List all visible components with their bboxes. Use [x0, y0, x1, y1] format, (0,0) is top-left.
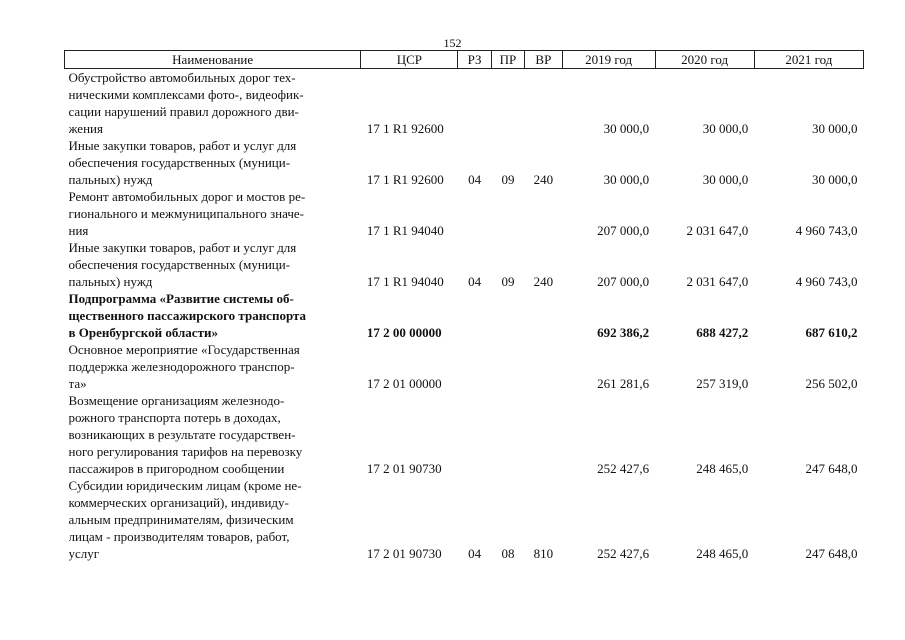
- row-name-line: поддержка железнодорожного транспор-: [68, 359, 295, 374]
- row-2021: 30 000,0: [812, 121, 858, 136]
- row-vr: 240: [533, 274, 554, 289]
- row-rz: [458, 69, 491, 138]
- table-row: [65, 188, 864, 239]
- row-pr: [491, 188, 524, 239]
- row-2019: 692 386,2: [597, 325, 650, 340]
- row-2020: 30 000,0: [702, 121, 749, 136]
- row-rz: 04: [468, 546, 482, 561]
- row-csr: 17 1 R1 94040: [366, 274, 444, 289]
- row-2021: 4 960 743,0: [795, 274, 858, 289]
- row-vr: 810: [533, 546, 554, 561]
- row-name: [65, 69, 361, 138]
- row-name-line: лицам - производителям товаров, работ,: [68, 529, 290, 544]
- table-row: [65, 137, 864, 188]
- row-name-line: обеспечения государственных (муници-: [68, 155, 291, 170]
- row-2019: 30 000,0: [603, 121, 650, 136]
- row-rz: [458, 341, 491, 392]
- row-name-line: услуг: [68, 546, 100, 561]
- row-rz: [458, 290, 491, 341]
- row-pr: [491, 290, 524, 341]
- page-number: 152: [443, 36, 462, 50]
- row-name-line: возникающих в результате государствен-: [68, 427, 296, 442]
- row-name-line: гионального и межмуниципального значе-: [68, 206, 304, 221]
- row-2020: 248 465,0: [696, 461, 749, 476]
- row-2021: 247 648,0: [805, 546, 858, 561]
- row-2019: 207 000,0: [597, 274, 650, 289]
- row-name-line: пальных) нужд: [68, 172, 153, 187]
- row-2019: 207 000,0: [597, 223, 650, 238]
- table-row: [65, 477, 864, 562]
- row-name-line: ного регулирования тарифов на перевозку: [68, 444, 303, 459]
- row-2021: 256 502,0: [805, 376, 858, 391]
- row-name-line: Возмещение организациям железнодо-: [68, 393, 285, 408]
- table-body: [65, 69, 864, 563]
- row-name-line: та»: [68, 376, 87, 391]
- header-row: [65, 51, 864, 69]
- header-vr: ВР: [525, 51, 562, 69]
- row-name: [65, 188, 361, 239]
- row-2020: 2 031 647,0: [686, 223, 749, 238]
- row-2020: 688 427,2: [696, 325, 749, 340]
- row-name-line: сации нарушений правил дорожного дви-: [68, 104, 299, 119]
- row-2021: 687 610,2: [805, 325, 858, 340]
- row-name-line: ническими комплексами фото-, видеофик-: [68, 87, 304, 102]
- row-pr: 09: [501, 172, 515, 187]
- row-csr: 17 2 01 00000: [366, 376, 442, 391]
- header-name: Наименование: [65, 51, 361, 69]
- row-2020: 30 000,0: [702, 172, 749, 187]
- row-pr: 08: [501, 546, 515, 561]
- row-name-line: Обустройство автомобильных дорог тех-: [68, 70, 296, 85]
- row-name: [65, 392, 361, 477]
- table-row: [65, 290, 864, 341]
- row-2019: 261 281,6: [597, 376, 650, 391]
- table-header: [65, 51, 864, 69]
- row-2021: 30 000,0: [812, 172, 858, 187]
- table-row: [65, 239, 864, 290]
- row-2020: 257 319,0: [696, 376, 749, 391]
- table-row: [65, 392, 864, 477]
- row-name-line: Подпрограмма «Развитие системы об-: [68, 291, 294, 306]
- row-csr: 17 1 R1 92600: [366, 121, 444, 136]
- row-name-line: Основное мероприятие «Государственная: [68, 342, 300, 357]
- row-name-line: пальных) нужд: [68, 274, 153, 289]
- row-csr: 17 1 R1 94040: [366, 223, 444, 238]
- table-row: [65, 69, 864, 138]
- table-row: [65, 341, 864, 392]
- row-name-line: жения: [68, 121, 103, 136]
- row-rz: 04: [468, 172, 482, 187]
- header-2019: 2019 год: [562, 51, 655, 69]
- row-vr: [525, 341, 562, 392]
- row-name-line: обеспечения государственных (муници-: [68, 257, 291, 272]
- row-2019: 252 427,6: [597, 546, 650, 561]
- row-vr: [525, 188, 562, 239]
- row-name-line: Иные закупки товаров, работ и услуг для: [68, 138, 297, 153]
- row-2019: 252 427,6: [597, 461, 650, 476]
- row-csr: 17 2 01 90730: [366, 461, 442, 476]
- row-name-line: Субсидии юридическим лицам (кроме не-: [68, 478, 302, 493]
- row-rz: [458, 188, 491, 239]
- row-name: [65, 137, 361, 188]
- row-name-line: Ремонт автомобильных дорог и мостов ре-: [68, 189, 306, 204]
- row-pr: [491, 392, 524, 477]
- row-pr: [491, 69, 524, 138]
- budget-table: [64, 50, 864, 562]
- row-name-line: альным предпринимателям, физическим: [68, 512, 294, 527]
- row-csr: 17 2 00 00000: [366, 325, 442, 340]
- row-pr: [491, 341, 524, 392]
- row-2021: 247 648,0: [805, 461, 858, 476]
- row-name: [65, 290, 361, 341]
- header-pr: ПР: [491, 51, 524, 69]
- row-2021: 4 960 743,0: [795, 223, 858, 238]
- row-csr: 17 1 R1 92600: [366, 172, 444, 187]
- header-2020: 2020 год: [655, 51, 754, 69]
- row-2020: 2 031 647,0: [686, 274, 749, 289]
- row-name-line: в Оренбургской области»: [68, 325, 218, 340]
- row-name: [65, 239, 361, 290]
- row-name-line: Иные закупки товаров, работ и услуг для: [68, 240, 297, 255]
- row-name: [65, 341, 361, 392]
- row-pr: 09: [501, 274, 515, 289]
- row-name-line: коммерческих организаций), индивиду-: [68, 495, 289, 510]
- row-vr: [525, 290, 562, 341]
- row-rz: 04: [468, 274, 482, 289]
- row-name-line: ния: [68, 223, 89, 238]
- header-csr: ЦСР: [361, 51, 458, 69]
- row-name-line: щественного пассажирского транспорта: [68, 308, 307, 323]
- header-rz: РЗ: [458, 51, 491, 69]
- row-name-line: пассажиров в пригородном сообщении: [68, 461, 285, 476]
- row-2019: 30 000,0: [603, 172, 650, 187]
- row-vr: [525, 69, 562, 138]
- row-name: [65, 477, 361, 562]
- row-rz: [458, 392, 491, 477]
- row-name-line: рожного транспорта потерь в доходах,: [68, 410, 281, 425]
- header-2021: 2021 год: [754, 51, 863, 69]
- row-csr: 17 2 01 90730: [366, 546, 442, 561]
- row-vr: 240: [533, 172, 554, 187]
- row-2020: 248 465,0: [696, 546, 749, 561]
- row-vr: [525, 392, 562, 477]
